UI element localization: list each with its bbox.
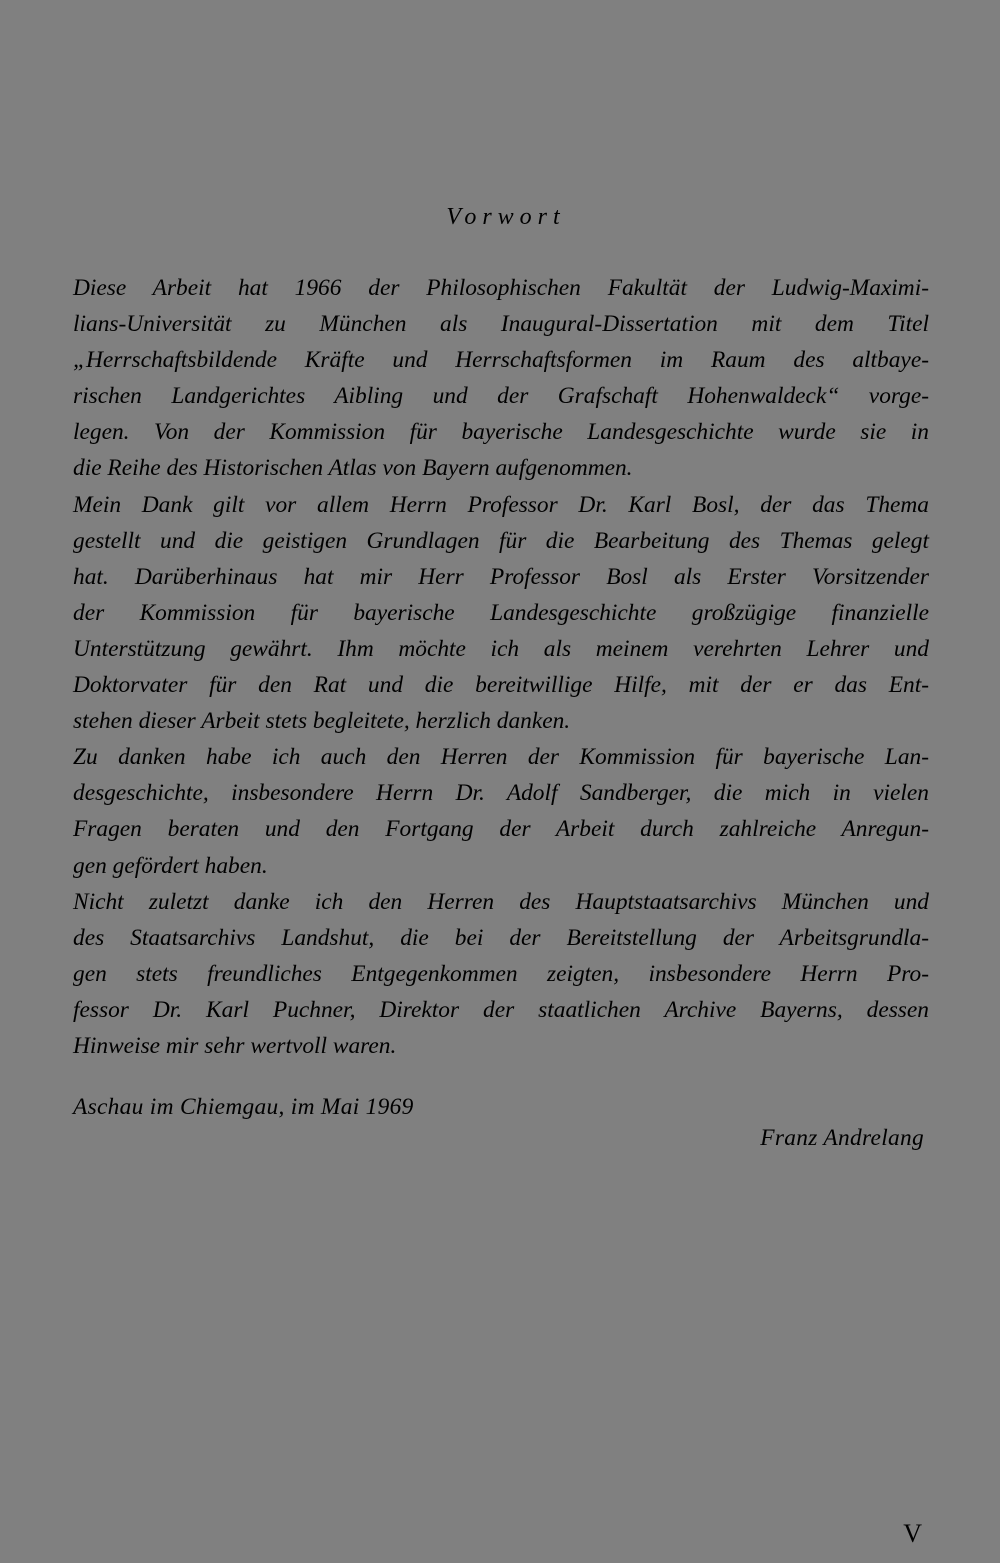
text-line: gen gefördert haben.: [73, 852, 268, 879]
text-line: gen stets freundliches Entgegenkommen zeigten, insbesondere Herrn Pro-: [73, 960, 929, 987]
text-line: Fragen beraten und den Fortgang der Arbeit durch zahlreiche Anregun-: [73, 816, 929, 843]
text-line: Unterstützung gewährt. Ihm möchte ich als meinem verehrten Lehrer und: [73, 635, 929, 662]
text-line: Zu danken habe ich auch den Herren der Kommission für bayerische Lan-: [73, 744, 929, 771]
text-line: lians-Universität zu München als Inaugural-Dissertation mit dem Titel: [73, 311, 929, 338]
text-line: desgeschichte, insbesondere Herrn Dr. Adolf Sandberger, die mich in vielen: [73, 780, 929, 807]
page-title: Vorwort: [446, 204, 566, 230]
text-line: Doktorvater für den Rat und die bereitwillige Hilfe, mit der er das Ent-: [73, 672, 929, 699]
text-line: fessor Dr. Karl Puchner, Direktor der staatlichen Archive Bayerns, dessen: [73, 996, 929, 1023]
text-line: die Reihe des Historischen Atlas von Bayern aufgenommen.: [73, 455, 633, 482]
text-line: stehen dieser Arbeit stets begleitete, herzlich danken.: [73, 708, 571, 735]
place-date: Aschau im Chiemgau, im Mai 1969: [73, 1094, 414, 1120]
text-line: gestellt und die geistigen Grundlagen für die Bearbeitung des Themas gelegt: [73, 527, 929, 554]
author-signature: Franz Andrelang: [760, 1125, 924, 1151]
text-line: „Herrschaftsbildende Kräfte und Herrschaftsformen im Raum des altbaye-: [73, 347, 929, 374]
text-line: rischen Landgerichtes Aibling und der Grafschaft Hohenwaldeck“ vorge-: [73, 383, 929, 410]
text-line: der Kommission für bayerische Landesgeschichte großzügige finanzielle: [73, 599, 929, 626]
text-line: Mein Dank gilt vor allem Herrn Professor Dr. Karl Bosl, der das Thema: [73, 491, 929, 518]
text-line: Hinweise mir sehr wertvoll waren.: [73, 1032, 397, 1059]
text-line: des Staatsarchivs Landshut, die bei der Bereitstellung der Arbeitsgrundla-: [73, 924, 929, 951]
text-line: legen. Von der Kommission für bayerische Landesgeschichte wurde sie in: [73, 419, 929, 446]
text-line: Diese Arbeit hat 1966 der Philosophischen Fakultät der Ludwig-Maximi-: [73, 275, 929, 301]
text-line: hat. Darüberhinaus hat mir Herr Professor Bosl als Erster Vorsitzender: [73, 563, 929, 590]
page-number: V: [903, 1519, 922, 1548]
text-line: Nicht zuletzt danke ich den Herren des Hauptstaatsarchivs München und: [73, 888, 929, 915]
preface-body: [73, 270, 929, 1064]
